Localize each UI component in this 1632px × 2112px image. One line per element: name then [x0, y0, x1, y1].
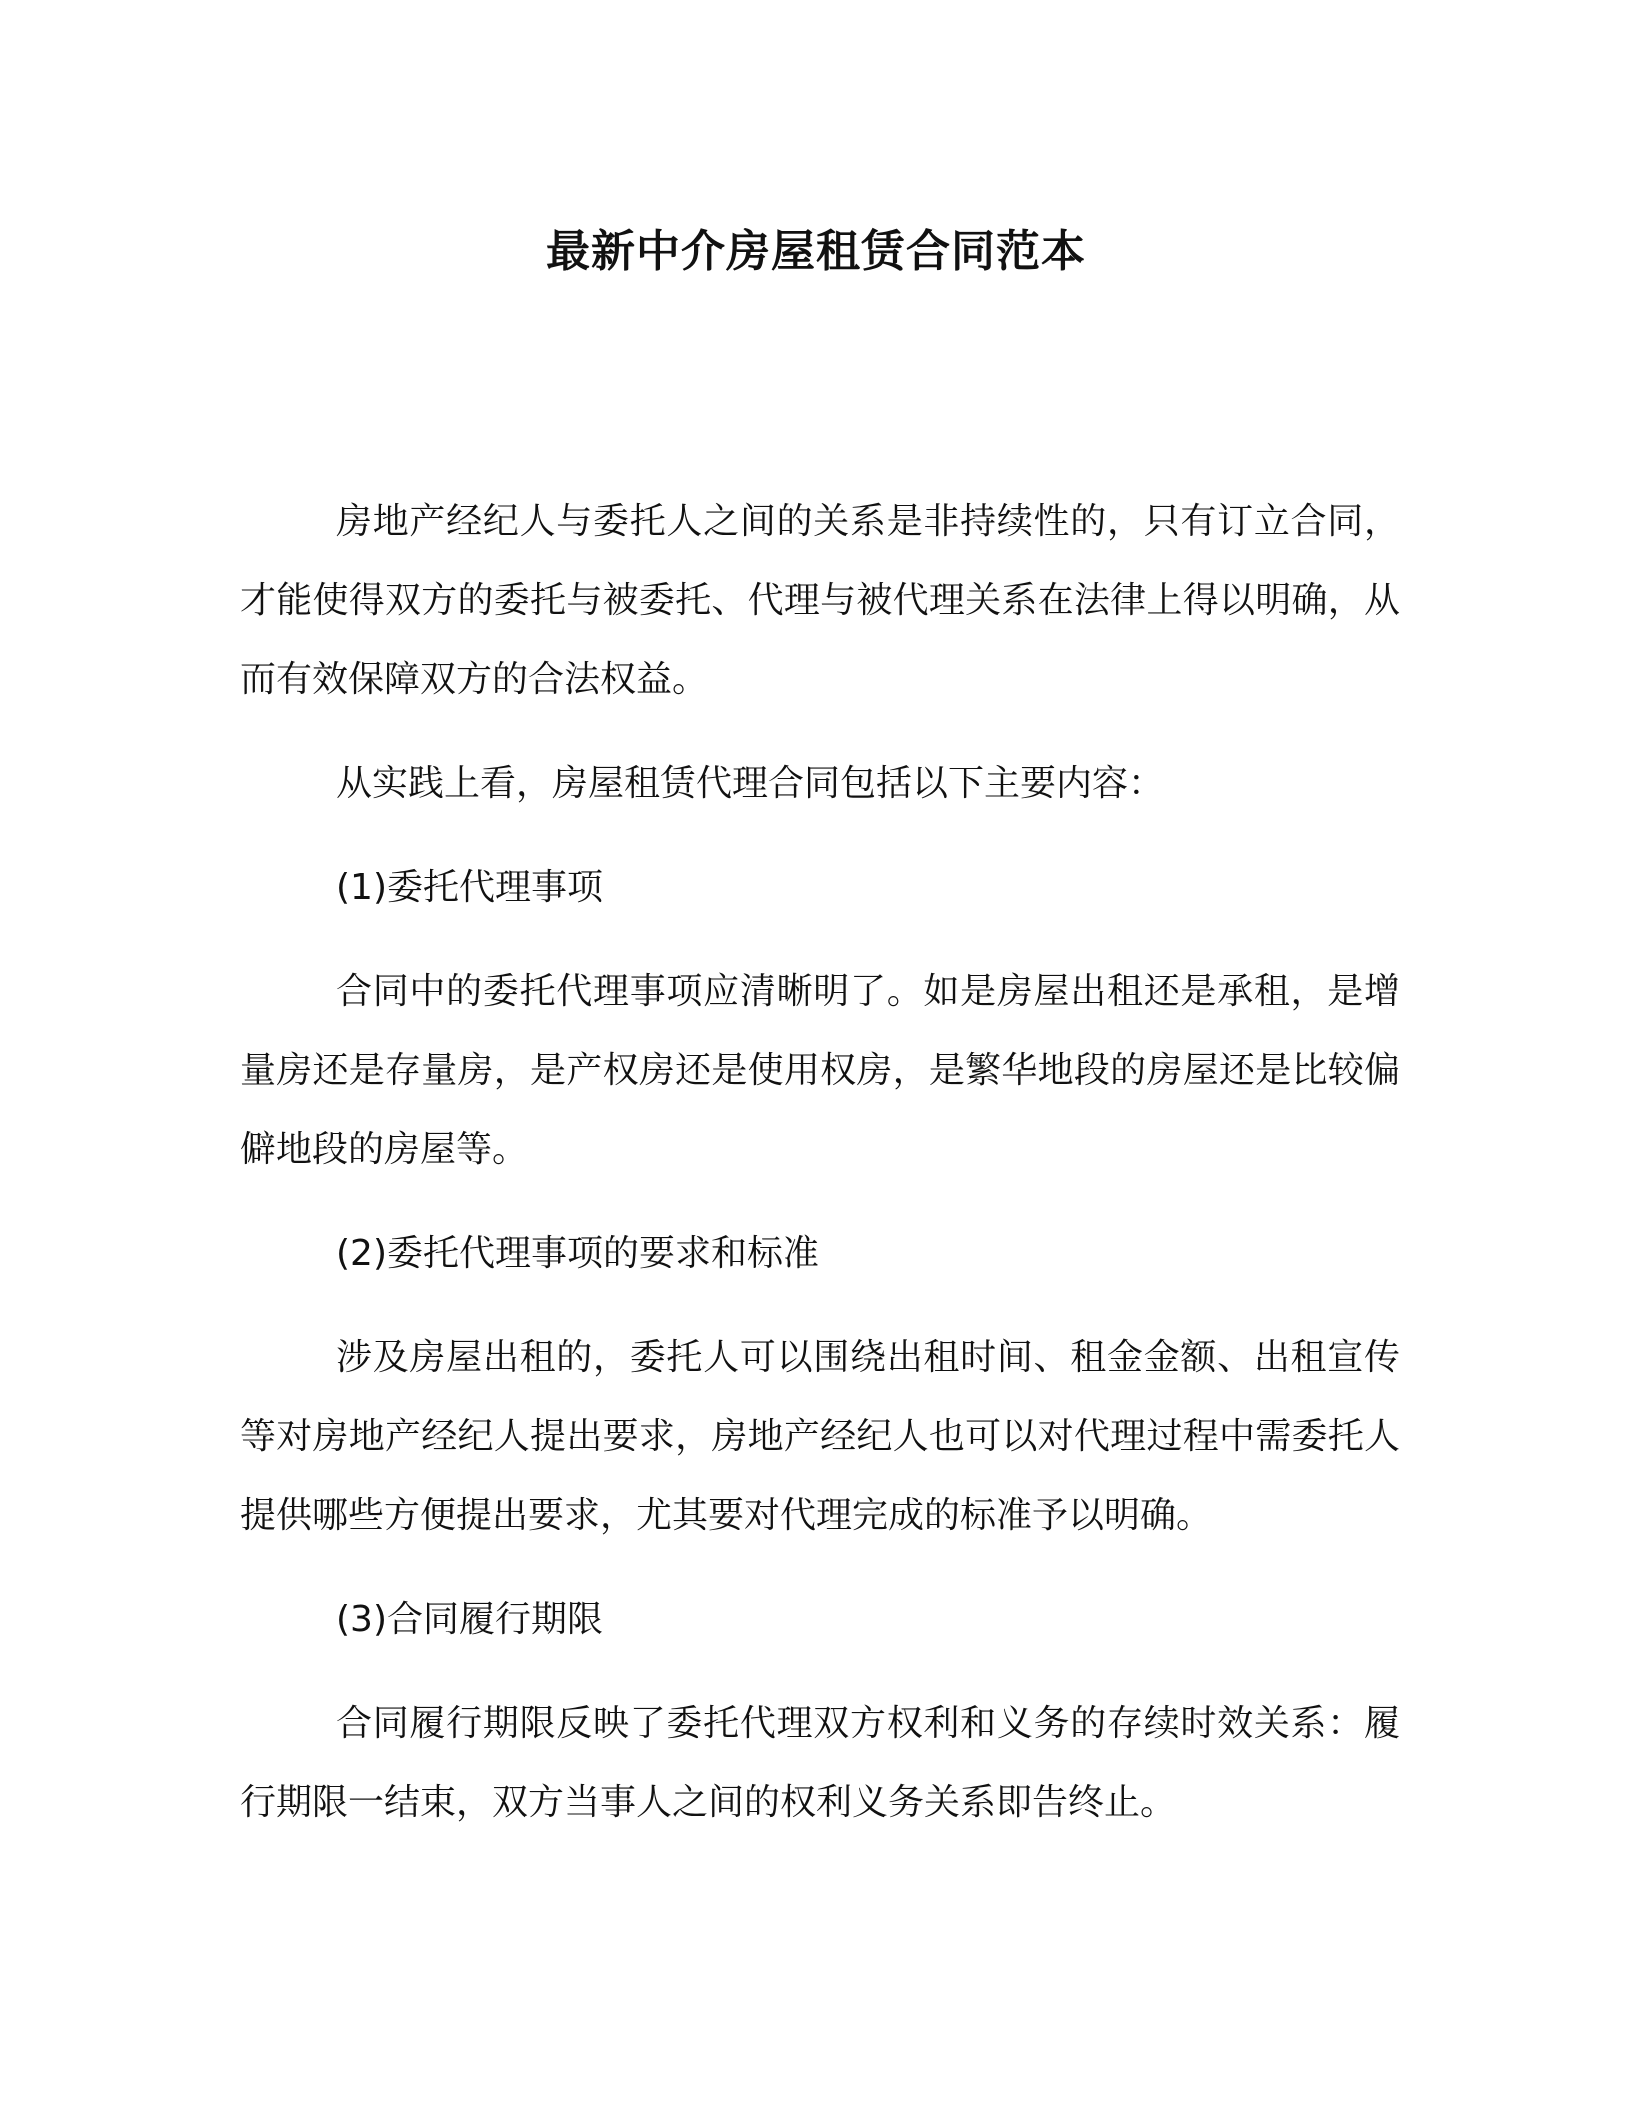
document-body — [240, 482, 1400, 1867]
paragraph-section-3: 合同履行期限反映了委托代理双方权利和义务的存续时效关系：履行期限一结束，双方当事人之间的权利义务关系即告终止。 — [240, 1703, 1400, 1823]
section-heading-1: (1)委托代理事项 — [336, 867, 603, 908]
paragraph-contents-overview: 从实践上看，房屋租赁代理合同包括以下主要内容： — [336, 763, 1165, 804]
section-heading-3: (3)合同履行期限 — [336, 1599, 603, 1640]
section-heading-2: (2)委托代理事项的要求和标准 — [336, 1233, 819, 1274]
paragraph-section-1: 合同中的委托代理事项应清晰明了。如是房屋出租还是承租，是增量房还是存量房，是产权房还是使用权房，是繁华地段的房屋还是比较偏僻地段的房屋等。 — [240, 971, 1400, 1170]
paragraph-intro: 房地产经纪人与委托人之间的关系是非持续性的，只有订立合同，才能使得双方的委托与被委托、代理与被代理关系在法律上得以明确，从而有效保障双方的合法权益。 — [240, 501, 1400, 700]
paragraph-section-2: 涉及房屋出租的，委托人可以围绕出租时间、租金金额、出租宣传等对房地产经纪人提出要求，房地产经纪人也可以对代理过程中需委托人提供哪些方便提出要求，尤其要对代理完成的标准予以明确。 — [240, 1337, 1400, 1536]
document-title: 最新中介房屋租赁合同范本 — [546, 226, 1086, 277]
